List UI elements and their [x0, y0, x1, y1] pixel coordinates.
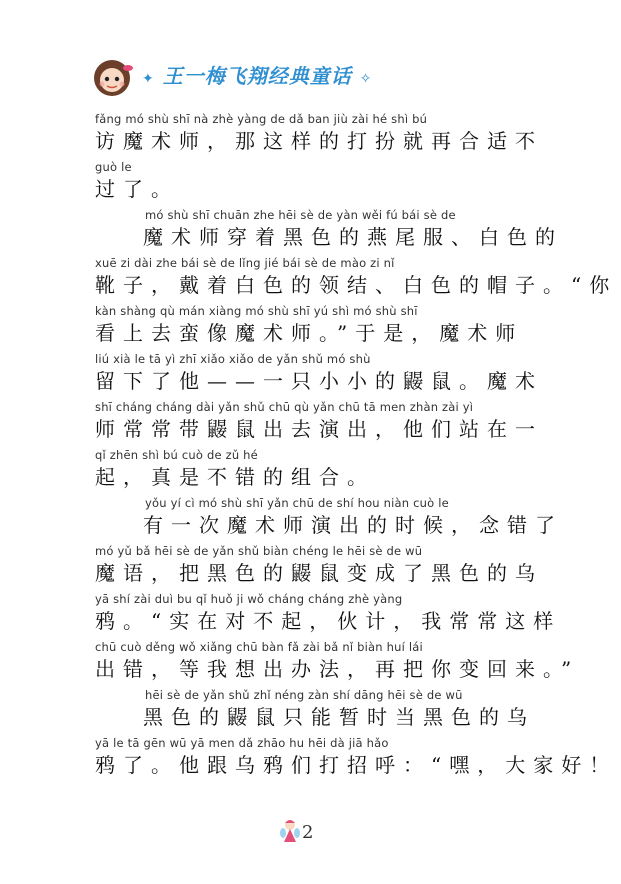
pinyin-row: guò le: [95, 160, 132, 174]
hanzi-row: 有一次魔术师演出的时候，念错了: [143, 513, 563, 537]
pinyin-row: shī cháng cháng dài yǎn shǔ chū qù yǎn chū tā men zhàn zài yì: [95, 400, 474, 414]
pinyin-row: chū cuò děng wǒ xiǎng chū bàn fǎ zài bǎ nǐ biàn huí lái: [95, 640, 423, 654]
pinyin-row: mó shù shī chuān zhe hēi sè de yàn wěi fú bái sè de: [145, 208, 456, 222]
hanzi-row: 魔术师穿着黑色的燕尾服、白色的: [143, 225, 563, 249]
text-line: [95, 208, 563, 256]
pinyin-row: yā shí zài duì bu qǐ huǒ ji wǒ cháng cháng zhè yàng: [95, 592, 403, 606]
text-line: [95, 736, 618, 784]
pinyin-row: xuē zi dài zhe bái sè de lǐng jié bái sè de mào zi nǐ: [95, 256, 395, 270]
book-series-title: [142, 60, 372, 89]
hanzi-row: 师常常带鼹鼠出去演出，他们站在一: [95, 417, 543, 441]
text-line: [95, 256, 618, 304]
pinyin-row: kàn shàng qù mán xiàng mó shù shī yú shì mó shù shī: [95, 304, 418, 318]
text-line: [95, 112, 543, 160]
hanzi-row: 靴子，戴着白色的领结、白色的帽子。“你: [95, 273, 618, 297]
hanzi-row: 出错，等我想出办法，再把你变回来。”: [95, 657, 580, 681]
story-body: [95, 112, 618, 784]
text-line: [95, 544, 543, 592]
pinyin-row: mó yǔ bǎ hēi sè de yǎn shǔ biàn chéng le hēi sè de wū: [95, 544, 423, 558]
page-number: 2: [302, 822, 314, 843]
pinyin-row: yā le tā gēn wū yā men dǎ zhāo hu hēi dà jiā hǎo: [95, 736, 389, 750]
text-line: [95, 688, 535, 736]
hanzi-row: 鸦了。他跟乌鸦们打招呼：“嘿，大家好！: [95, 753, 618, 777]
text-line: [95, 496, 563, 544]
text-line: [95, 448, 527, 496]
hanzi-row: 魔语，把黑色的鼹鼠变成了黑色的乌: [95, 561, 543, 585]
hanzi-row: 起，真是不错的组合。: [95, 465, 375, 489]
fairy-icon: [280, 818, 300, 844]
book-header: [84, 50, 384, 110]
sparkle-icon: ✧: [359, 71, 373, 87]
pinyin-row: qǐ zhēn shì bú cuò de zǔ hé: [95, 448, 258, 462]
pinyin-row: yǒu yí cì mó shù shī yǎn chū de shí hou niàn cuò le: [145, 496, 449, 510]
series-title-text: 王一梅飞翔经典童话: [162, 64, 352, 88]
hanzi-row: 看上去蛮像魔术师。”于是，魔术师: [95, 321, 524, 345]
hanzi-row: 留下了他——一只小小的鼹鼠。魔术: [95, 369, 543, 393]
hanzi-row: 黑色的鼹鼠只能暂时当黑色的乌: [143, 705, 535, 729]
girl-mascot-icon: [90, 58, 134, 98]
text-line: [95, 352, 543, 400]
pinyin-row: liú xià le tā yì zhī xiǎo xiǎo de yǎn shǔ mó shù: [95, 352, 371, 366]
text-line: [95, 640, 580, 688]
text-line: [95, 400, 543, 448]
pinyin-row: fǎng mó shù shī nà zhè yàng de dǎ ban jiù zài hé shì bú: [95, 112, 428, 126]
text-line: [95, 592, 562, 640]
text-line: [95, 304, 527, 352]
pinyin-row: hēi sè de yǎn shǔ zhǐ néng zàn shí dāng hēi sè de wū: [145, 688, 463, 702]
hanzi-row: 过了。: [95, 177, 179, 201]
hanzi-row: 鸦。“实在对不起，伙计，我常常这样: [95, 609, 562, 633]
text-line: [95, 160, 527, 208]
sparkle-icon: ✦: [142, 71, 155, 87]
hanzi-row: 访魔术师，那这样的打扮就再合适不: [95, 129, 543, 153]
